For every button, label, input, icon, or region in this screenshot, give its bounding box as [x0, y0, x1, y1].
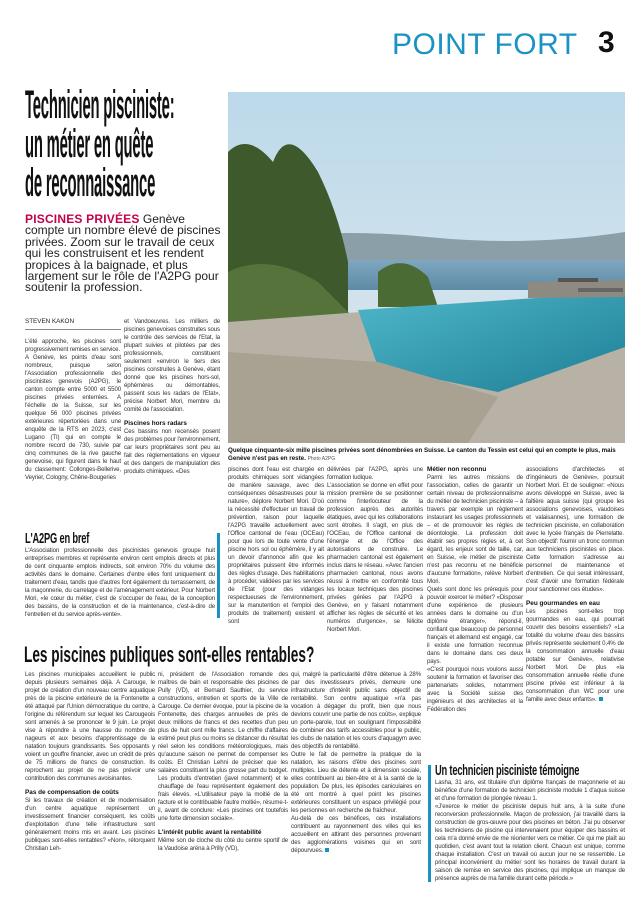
subheading: Peu gourmandes en eau: [526, 600, 600, 607]
article-column: [327, 466, 423, 634]
paragraph: [291, 815, 421, 855]
paragraph-text: Les piscines sont-elles trop gourmandes en eau, qui pourrait couvrir des besoins essentiels? «La totalité du volume d'eau des bassins privés représente seulement 0,4% de la consommation annuelle d'eau potable sur Genève», relativise Norbert Mori. De plus «la consommation annuelle réelle d'une piscine privée est inférieur à la consommation d'un WC pour une famille avec deux enfants».: [526, 608, 624, 704]
caption-text: Quelque cinquante-six mille piscines privées sont dénombrées en Suisse. Le canton du Tessin est celui qui en compte le plus, mais Genève n'est pas en reste.: [228, 447, 616, 462]
paragraph: délivrées par l'A2PG, après une formation ludique.: [327, 466, 423, 481]
article-column: [526, 466, 624, 704]
byline: STEVEN KAKON: [25, 318, 121, 330]
article-column: [158, 671, 288, 853]
article-photo: [228, 92, 625, 443]
section-rubric: POINT FORT: [392, 28, 578, 61]
subheading: Métier non reconnu: [427, 466, 487, 473]
subheading: Pas de compensation de coûts: [25, 789, 119, 796]
paragraph: Parmi les autres missions de l'association, celles de garantir un certain niveau de professionnalisme du métier de technicien pisciniste – à travers par exemple un règlement instaurant les usages professionnels – et de promouvoir les règles de déontologie. La profession doit établir ses propres règles et, à cet égard, les enjeux sont de taille, car, en Suisse, «le métier de pisciniste n'est pas reconnu et ne bénéficie d'aucune formation», relève Norbert Mori.: [427, 474, 523, 586]
headline-line: un métier en quête: [25, 122, 154, 166]
paragraph: Outre le fait de permettre la pratique de la natation, les raisons d'être des piscines sont multiples. Lieu de détente et à dimension sociale, elles contribuent au bien-être et à la santé de la population. De plus, les épisodes caniculaires en été ont montré à quel point les piscines extérieures constituent un espace privilégié pour les personnes en recherche de fraîcheur.: [291, 751, 421, 814]
article-title: Les piscines publiques sont-elles rentables?: [24, 642, 315, 667]
paragraph: Les piscines municipales accueillent le public depuis plusieurs semaines déjà. A Carouge, le projet de création d'un nouveau centre aquatique près de la piscine extérieure de la Fontenette a été attaqué par l'Union démocratique du centre, à l'origine du référendum sur lequel les Carougeois sont amenés à se prononcer le 9 juin. Le projet vise à répondre à une hausse du nombre de nageurs et aux besoins d'apprentissage de la natation toujours grandissants. Ses opposants y voient un gouffre financier, avec un crédit de près de 75 millions de francs de construction. Ils reprochent au projet de ne pas prévoir une contribution des communes avoisinantes.: [25, 671, 155, 782]
kicker: PISCINES PRIVÉES: [25, 212, 140, 226]
paragraph: associations d'architectes et d'ingénieurs de Genève», poursuit Norbert Mori. Et de souligner: «Nous avons développé en Suisse, avec la faîtière aqua suisse (qui groupe les associations genevoises, vaudoises et valaisannes), une formation de technicien pisciniste, en collaboration avec le lycée français de Pierrelatte. Son objectif: fournir un tronc commun aux techniciens piscinistes en place. Cette formation s'adresse au personnel de maintenance et d'entretien. Ce qui serait intéressant, c'est d'avoir une formation fédérale pour sanctionner ces études».: [526, 466, 624, 593]
end-mark-icon: [599, 697, 603, 701]
paragraph: ni, président de l'Association romande des maîtres de bain et responsable des piscines de Pully (VD), et Bernard Sauthier, du service constructions, entretien et sports de la Ville de Carouge. Ce dernier évoque, pour la piscine de la Fontenette, des charges annuelles de près de deux millions de francs et des recettes d'un peu plus de huit cent mille francs. Le chiffre d'affaires estimé peut plus ou moins se distancer du résultat réel selon les conditions météorologiques, mais qu'aucune saison ne permet de compenser les coûts. Et Christian Lehni de préciser que les salaires constituent la plus grosse part du budget. Les produits d'entretien (javel notamment) et le chauffage de l'eau représentent également des frais élevés. «L'utilisateur paye la moitié de la facture et le contribuable l'autre moitié», résume-t-il, avant de conclure: «Les piscines ont toutefois une forte dimension sociale».: [158, 671, 288, 822]
lead-text: Genève compte un nombre élevé de piscines privées. Zoom sur le travail de ceux qui les construisent et les rendent propices à la baignade, et plus largement sur le rôle de l'A2PG pour soutenir la profession.: [25, 212, 221, 295]
subheading: Piscines hors radars: [124, 420, 187, 427]
paragraph: «J'exerce le métier de pisciniste depuis huit ans, à la suite d'une reconversion professionnelle. Maçon de profession, j'ai travaillé dans la construction de gros-œuvre pour des piscines en béton. J'ai pu observer les techniciens de piscine qui intervenaient pour équiper des bassins et cela m'a donné envie de me réorienter vers ce métier. Ce qui me plaît au quotidien, c'est avant tout la relation client. Chacun est unique, comme chaque installation. C'est un travail où aucun jour ne se ressemble. Le principal inconvénient du métier sont les horaires de travail durant la saison de remise en service des piscines, qui implique un manque de présence auprès de ma famille durant cette période.»: [435, 803, 625, 882]
box-title: Un technicien pisciniste témoigne: [435, 762, 580, 779]
info-box-testimony: [435, 762, 625, 883]
box-accent-bar: [428, 765, 431, 882]
paragraph: Ces bassins non recensés posent des problèmes pour l'environnement, car leurs propriétaires sont peu au fait des réglementations en vigueur et des dangers de manipulation des produits chimiques. «Des: [124, 428, 220, 476]
headline: [25, 83, 175, 205]
article-column: [228, 466, 324, 626]
box-accent-bar: [217, 533, 220, 618]
paragraph: piscines dont l'eau est chargée en produits chimiques sont vidangées de manière sauvage, avec des conséquences désastreuses pour la nature», déplore Norbert Mori. D'où la nécessité d'effectuer un travail de prévention, raison pour laquelle l'A2PG travaille actuellement avec l'Office cantonal de l'eau (OCEau) pour que lors de toute vente d'une piscine hors sol ou éphémère, il y ait un devoir d'annonce afin que les propriétaires puissent être informés des règles d'usage. Des habilitations à procéder, validées par les services de l'Etat (pour des vidanges respectueuses de l'environnement, sur la manutention et l'emploi des produits de traitement) existent et sont: [228, 466, 324, 625]
paragraph: A Genève, les points d'eau sont nombreux, puisque selon l'Association professionnelle des piscinistes genevois (A2PG), le canton compte entre 5000 et 5500 piscines privées enterrées. A l'échelle de la Suisse, sur les quelque 56 000 piscines privées extérieures répertoriées dans une enquête de la RTS en 2023, c'est Lugano (TI) qui en compte le nombre record de 730, suivie par cinq communes de la rive gauche genevoise, qui figurent dans le haut du classement: Collonges-Bellerive, Veyrier, Cologny, Chêne-Bougeries: [25, 354, 121, 481]
paragraph-text: Au-delà de ces bénéfices, ces installations contribuent au rayonnement des villes qui les accueillent en attirant des personnes provenant des agglomérations voisines qui en sont dépourvues.: [291, 815, 421, 854]
paragraph: L'association se donne en effet pour mission première de se positionner comme l'interlocuteur de la profession auprès des autorités étatiques, avec qui les collaborations sont étroites. Il s'agit, en plus de l'OCEau, de l'Office cantonal de l'énergie et de l'Office des autorisations de construire. Le pharmacien cantonal est également inclus dans le réseau. «Avec l'ancien pharmacien cantonal, nous avons réussi à mettre en conformité tous les locaux techniques des piscines privées gérées par l'A2PG à Genève, en y faisant notamment afficher les règles de sécurité et les numéros d'urgence», se félicite Norbert Mori.: [327, 482, 423, 633]
paragraph: Si les travaux de création et de modernisation d'un centre aquatique représentent un investissement financier conséquent, les coûts d'exploitation d'une telle infrastructure sont généralement moins mis en avant. Les piscines publiques sont-elles rentables? «Non», rétorquent Christian Leh-: [25, 797, 155, 853]
end-mark-icon: [325, 848, 329, 852]
box-title: L'A2PG en bref: [25, 530, 90, 547]
paragraph: Quels sont donc les prérequis pour pouvoir exercer le métier? «Disposer d'une expérience de plusieurs années dans le domaine ou d'un diplôme étranger», répond-il, confiant que beaucoup de personnel français et allemand est engagé, car il existe une formation reconnue dans le domaine dans ces deux pays.: [427, 586, 523, 666]
paragraph: [526, 608, 624, 704]
headline-line: Technicien pisciniste:: [25, 83, 175, 127]
article-column: [124, 318, 220, 476]
article-column: [25, 671, 155, 853]
box-text: L'Association professionnelle des piscinistes genevois groupe huit entreprises membres et représente environ cent emplois directs et plus de cent cinquante emplois indirects, soit environ 70% du volume des activités dans le domaine. Certaines d'entre elles font uniquement du traitement d'eau, tandis que d'autres font également du terrassement, de la maçonnerie, du carrelage et de l'aménagement extérieur. Pour Norbert Mori, «le cœur du métier, c'est de s'occuper de l'eau, de la conception des bassins, de la construction et de la maintenance, c'est-à-dire de l'entretien et du service après-vente».: [25, 547, 215, 618]
box-text: [435, 779, 625, 883]
info-box-a2pg: [25, 530, 215, 619]
article-column: [25, 338, 121, 482]
paragraph: qui, malgré la particularité d'être détenue à 28% par des investisseurs privés, demeure une infrastructure d'intérêt public sans objectif de rentabilité. Son centre aquatique «n'a pas vocation à dégager du profit, bien que nous devions couvrir une partie de nos coûts», explique un porte-parole, tout en soulignant l'impossibilité de combiner des tarifs accessibles pour le public, les clubs de natation et les cours d'aquagym avec des objectifs de rentabilité.: [291, 671, 421, 750]
headline-line: de reconnaissance: [25, 161, 156, 205]
paragraph: et Vandoeuvres. Les milliers de piscines genevoises construites sous le contrôle des services de l'Etat, la plupart suivies et pilotées par des professionnels, constituent seulement «environ le tiers des piscines construites à Genève, étant donné que les piscines hors-sol, éphémères ou démontables, passent sous les radars de l'Etat», précise Norbert Mori, membre du comité de l'association.: [124, 318, 220, 413]
paragraph: «C'est pourquoi nous voulons aussi soutenir la formation et favoriser des partenariats solides, notamment avec la Société suisse des ingénieurs et des architectes et la Fédération des: [427, 666, 523, 714]
subheading: L'intérêt public avant la rentabilité: [158, 829, 262, 836]
page-number: 3: [598, 26, 615, 59]
photo-caption: [228, 447, 626, 464]
article-column: [291, 671, 421, 855]
paragraph: Lasha, 31 ans, est titulaire d'un diplôme français de maçonnerie et au bénéfice d'une formation de technicien pisciniste module 1 d'aqua suisse et d'une formation de plongée niveau 1.: [435, 779, 625, 802]
lead-paragraph: [25, 214, 225, 294]
paragraph: Même son de cloche du côté du centre sportif de la Vaudoise aréna à Prilly (VD),: [158, 837, 288, 853]
paragraph: L'été approche, les piscines sont progressivement remises en service.: [25, 338, 121, 353]
photo-credit: Photo A2PG: [307, 455, 336, 462]
article-column: [427, 466, 523, 714]
